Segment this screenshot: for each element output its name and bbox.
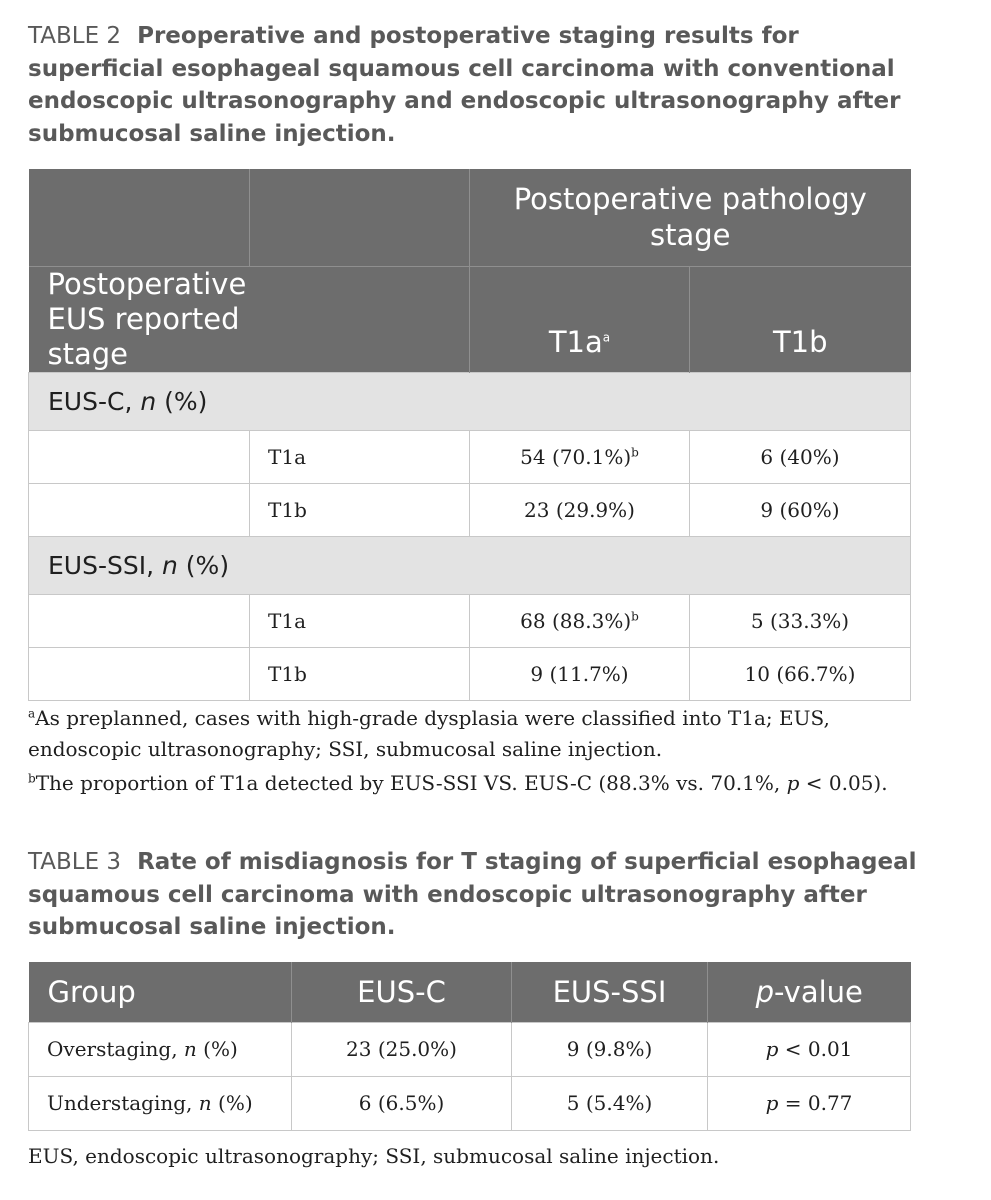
table2-group-eus-c [29, 372, 911, 430]
table-cell-t1a [470, 647, 690, 700]
footnote-text-end: < 0.05). [799, 771, 888, 795]
p-italic: p [765, 1037, 779, 1061]
cell-value: 68 (88.3%) [520, 608, 632, 633]
table-cell-pvalue [708, 1076, 911, 1130]
footnote-text: As preplanned, cases with high-grade dysplasia were classified into T1a; EUS, endoscopic ultrasonography; SSI, submucosal saline injection. [28, 706, 830, 761]
table-cell-empty [29, 483, 250, 536]
table-cell-t1b: 10 (66.7%) [690, 647, 911, 700]
table2-footnote-a [28, 703, 928, 765]
group-name: EUS-SSI, [48, 550, 162, 580]
table-cell-t1a [470, 430, 690, 483]
table-row [29, 647, 911, 700]
table-cell-empty [29, 594, 250, 647]
table-row [29, 594, 911, 647]
table-cell-eusssi: 9 (9.8%) [512, 1022, 708, 1076]
table-cell-t1b: 6 (40%) [690, 430, 911, 483]
footnote-mark: a [28, 706, 36, 721]
table2-caption-label: TABLE 2 [28, 23, 122, 49]
table3 [28, 962, 911, 1131]
table-cell-eusc: 6 (6.5%) [292, 1076, 512, 1130]
header-p-italic: p [755, 974, 774, 1009]
table2 [28, 169, 911, 701]
table-cell-empty [29, 430, 250, 483]
group-name: EUS-C, [48, 386, 141, 416]
table-cell-pvalue [708, 1022, 911, 1076]
table2-header-empty-1 [29, 169, 250, 266]
table-row [29, 1022, 911, 1076]
group-name-suffix: (%) [156, 386, 208, 416]
cell-sup: b [631, 608, 639, 623]
group-name-suffix: (%) [177, 550, 230, 580]
table2-header-pathology-stage: Postoperative pathology stage [470, 169, 911, 266]
footnote-text: The proportion of T1a detected by EUS-SSI VS. EUS-C (88.3% vs. 70.1%, [35, 771, 787, 795]
p-rest: < 0.01 [778, 1037, 853, 1061]
table-row [29, 430, 911, 483]
table-cell-label [29, 1022, 292, 1076]
table3-caption [28, 846, 928, 944]
table-cell-t1a [470, 483, 690, 536]
table3-header-eusc: EUS-C [292, 962, 512, 1022]
row-label: Overstaging, [47, 1037, 184, 1061]
table2-group-eus-ssi [29, 536, 911, 594]
table2-header-empty-2 [250, 169, 470, 266]
table2-header-eus-stage: Postoperative EUS reported stage [29, 266, 470, 372]
table3-header-pvalue [708, 962, 911, 1022]
table-cell-stage: T1a [250, 430, 470, 483]
table3-header-group: Group [29, 962, 292, 1022]
table-cell-empty [29, 647, 250, 700]
table2-header-t1a-label: T1a [548, 324, 603, 359]
table-cell-stage: T1b [250, 483, 470, 536]
row-label-suffix: (%) [211, 1091, 253, 1115]
table3-caption-text: Rate of misdiagnosis for T staging of superficial esophageal squamous cell carcinoma with endoscopic ultrasonography after submucosal saline injection. [28, 849, 917, 940]
table2-header-t1a-sup: a [602, 329, 611, 344]
table-cell-label [29, 1076, 292, 1130]
table-cell-t1b: 9 (60%) [690, 483, 911, 536]
table2-footnote-b [28, 768, 928, 799]
group-name-italic: n [140, 386, 157, 416]
table2-caption-text: Preoperative and postoperative staging results for superficial esophageal squamous cell carcinoma with conventional endoscopic ultrasonography and endoscopic ultrasonography after submucosal saline injection. [28, 23, 901, 147]
p-rest: = 0.77 [778, 1091, 853, 1115]
table-cell-t1b: 5 (33.3%) [690, 594, 911, 647]
table-cell-eusssi: 5 (5.4%) [512, 1076, 708, 1130]
row-label-italic: n [198, 1091, 212, 1115]
row-label-italic: n [183, 1037, 197, 1061]
row-label-suffix: (%) [196, 1037, 238, 1061]
cell-value: 9 (11.7%) [530, 661, 629, 686]
table2-header-t1a [470, 266, 690, 372]
footnote-italic: p [786, 771, 800, 795]
table-cell-stage: T1b [250, 647, 470, 700]
table-cell-stage: T1a [250, 594, 470, 647]
cell-sup: b [631, 444, 639, 459]
table-cell-t1a [470, 594, 690, 647]
table-row [29, 483, 911, 536]
group-name-italic: n [162, 550, 178, 580]
cell-value: 54 (70.1%) [520, 444, 632, 469]
footnote-mark: b [28, 771, 36, 786]
table3-footnote: EUS, endoscopic ultrasonography; SSI, submucosal saline injection. [28, 1144, 720, 1168]
header-p-rest: -value [774, 974, 863, 1009]
table-cell-eusc: 23 (25.0%) [292, 1022, 512, 1076]
table2-caption [28, 20, 928, 150]
p-italic: p [765, 1091, 779, 1115]
table2-header-t1b: T1b [690, 266, 911, 372]
table3-header-eusssi: EUS-SSI [512, 962, 708, 1022]
table3-caption-label: TABLE 3 [28, 849, 122, 875]
row-label: Understaging, [47, 1091, 199, 1115]
cell-value: 23 (29.9%) [524, 497, 635, 522]
table-row [29, 1076, 911, 1130]
